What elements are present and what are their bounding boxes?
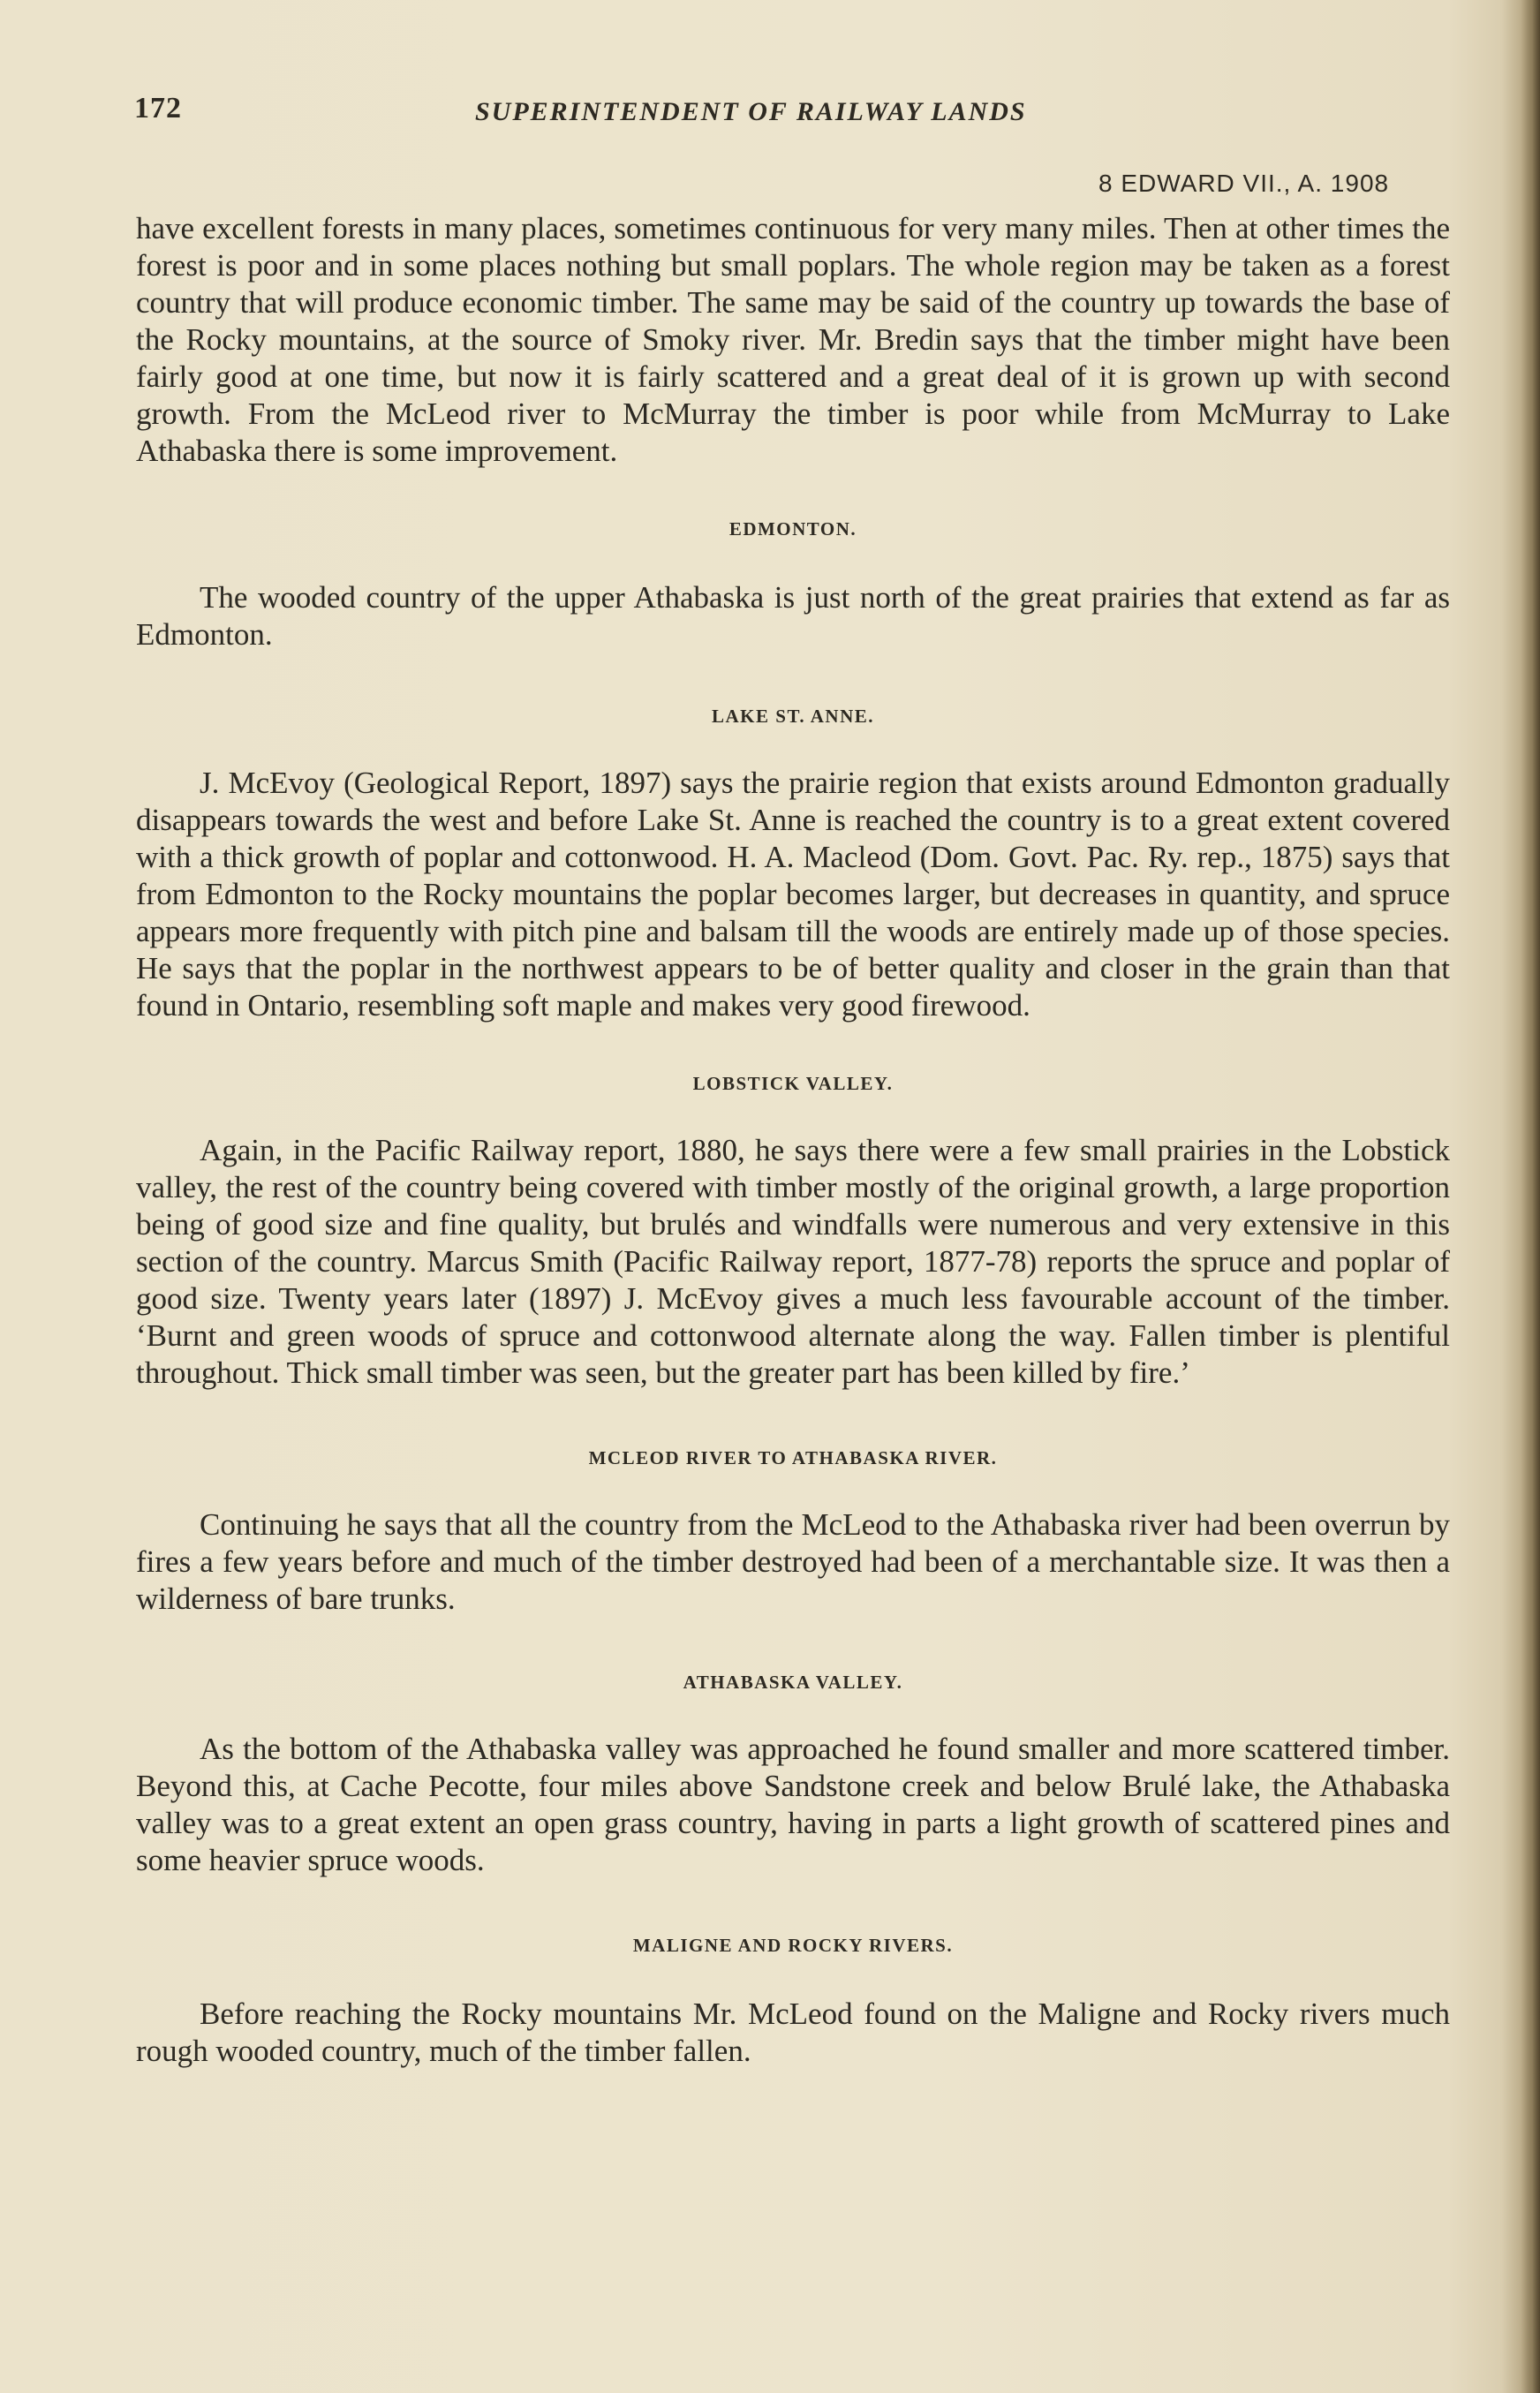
heading-maligne-and-rocky: MALIGNE AND ROCKY RIVERS.: [632, 1935, 954, 1956]
paragraph-maligne-and-rocky: Before reaching the Rocky mountains Mr. McLeod found on the Maligne and Rocky rivers much rough wooded country, much of the timber fallen.: [136, 1997, 1450, 2068]
heading-lake-st-anne: LAKE ST. ANNE.: [712, 706, 874, 727]
heading-athabaska-valley: ATHABASKA VALLEY.: [683, 1672, 903, 1693]
paragraph-mcleod-to-athabaska: Continuing he says that all the country from the McLeod to the Athabaska river had been overrun by fires a few years before and much of the timber destroyed had been of a merchantable size. It was then a wilderness of bare trunks.: [136, 1507, 1450, 1616]
paragraph-lake-st-anne: J. McEvoy (Geological Report, 1897) says the prairie region that exists around Edmonton gradually disappears towards the west and before Lake St. Anne is reached the country is to a great extent covered with a thick growth of poplar and cottonwood. H. A. Macleod (Dom. Govt. Pac. Ry. rep., 1875) says that from Edmonton to the Rocky mountains the poplar becomes larger, but decreases in quantity, and spruce appears more frequently with pitch pine and balsam till the woods are entirely made up of those species. He says that the poplar in the northwest appears to be of better quality and closer in the grain than that found in Ontario, resembling soft maple and makes very good firewood.: [136, 766, 1450, 1023]
heading-mcleod-to-athabaska: MCLEOD RIVER TO ATHABASKA RIVER.: [588, 1447, 998, 1468]
session-reference: 8 EDWARD VII., A. 1908: [1098, 170, 1390, 197]
page-number: 172: [134, 92, 182, 125]
intro-paragraph: have excellent forests in many places, sometimes continuous for very many miles. Then at other times the forest is poor and in some places nothing but small poplars. The whole region may be taken as a forest country that will produce economic timber. The same may be said of the country up towards the base of the Rocky mountains, at the source of Smoky river. Mr. Bredin says that the timber might have been fairly good at one time, but now it is fairly scattered and a great deal of it is grown up with second growth. From the McLeod river to McMurray the timber is poor while from McMurray to Lake Athabaska there is some improvement.: [136, 211, 1450, 468]
binding-shadow: [1521, 0, 1540, 2393]
running-title: SUPERINTENDENT OF RAILWAY LANDS: [475, 97, 1027, 126]
body-text: [136, 210, 1450, 2070]
paragraph-athabaska-valley: As the bottom of the Athabaska valley was approached he found smaller and more scattered timber. Beyond this, at Cache Pecotte, four miles above Sandstone creek and below Brulé lake, the Athabaska valley was to a great extent an open grass country, having in parts a light growth of scattered pines and some heavier spruce woods.: [136, 1732, 1450, 1877]
heading-edmonton: EDMONTON.: [728, 518, 857, 540]
paragraph-lobstick-valley: Again, in the Pacific Railway report, 1880, he says there were a few small prairies in the Lobstick valley, the rest of the country being covered with timber mostly of the original growth, a large proportion being of good size and fine quality, but brulés and windfalls were numerous and very extensive in this section of the country. Marcus Smith (Pacific Railway report, 1877-78) reports the spruce and poplar of good size. Twenty years later (1897) J. McEvoy gives a much less favourable account of the timber. ‘Burnt and green woods of spruce and cottonwood alternate along the way. Fallen timber is plentiful throughout. Thick small timber was seen, but the greater part has been killed by fire.’: [136, 1133, 1450, 1390]
heading-lobstick-valley: LOBSTICK VALLEY.: [692, 1073, 894, 1094]
paragraph-edmonton: The wooded country of the upper Athabaska is just north of the great prairies that extend as far as Edmonton.: [136, 580, 1450, 652]
